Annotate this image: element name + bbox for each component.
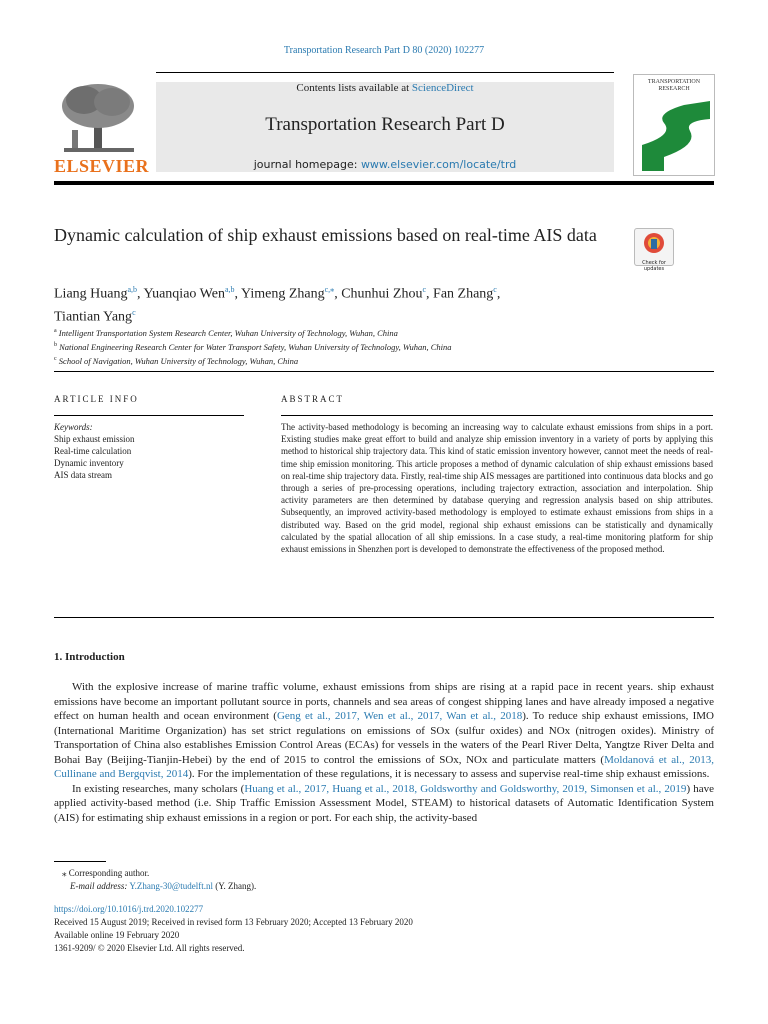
- affiliation-item: [54, 339, 714, 353]
- journal-title: Transportation Research Part D: [265, 114, 505, 135]
- keyword-item: Ship exhaust emission: [54, 434, 135, 444]
- citation-link[interactable]: Moldanová et al., 2013, Cullinane and Bergqvist, 2014: [54, 753, 714, 780]
- introduction-body: [54, 680, 714, 825]
- author-affil-marker[interactable]: c: [422, 285, 427, 294]
- elsevier-wordmark: ELSEVIER: [54, 156, 150, 176]
- abstract-rule: [281, 415, 713, 416]
- author-affil-marker[interactable]: a,b: [127, 285, 138, 294]
- affiliation-item: [54, 325, 714, 339]
- author-affil-marker[interactable]: a,b: [224, 285, 235, 294]
- cover-title-line2: RESEARCH: [658, 86, 690, 92]
- affiliation-text: Intelligent Transportation System Research Center, Wuhan University of Technology, Wuhan, China: [58, 327, 398, 338]
- check-for-updates-button[interactable]: [634, 228, 674, 272]
- copyright-line: 1361-9209/ © 2020 Elsevier Ltd. All rights reserved.: [54, 943, 245, 953]
- affiliations: [54, 325, 714, 366]
- citation-link[interactable]: Geng et al., 2017, Wen et al., 2017, Wan et al., 2018: [276, 710, 523, 722]
- email-label: E-mail address:: [70, 881, 128, 891]
- contents-prefix: Contents lists available at: [296, 82, 412, 94]
- journal-homepage-line: [156, 158, 614, 171]
- corresponding-author-note: [62, 867, 722, 879]
- homepage-prefix: journal homepage:: [253, 158, 361, 171]
- header-top-rule: [156, 72, 614, 73]
- keyword-item: Dynamic inventory: [54, 458, 124, 468]
- paragraph: [54, 782, 714, 826]
- author-affil-marker[interactable]: c,⁎: [324, 285, 335, 294]
- author-name[interactable]: Fan Zhang: [433, 286, 494, 302]
- doi-line: [54, 903, 714, 915]
- journal-cover-image[interactable]: [633, 74, 715, 176]
- author-name[interactable]: Liang Huang: [54, 286, 128, 302]
- section-divider: [54, 617, 714, 618]
- journal-reference-link[interactable]: Transportation Research Part D 80 (2020) 102277: [283, 45, 485, 56]
- keyword-item: Real-time calculation: [54, 446, 132, 456]
- footnote-marker: ⁎: [62, 868, 67, 878]
- citation-link[interactable]: Huang et al., 2017, Huang et al., 2018, Goldsworthy and Goldsworthy, 2019, Simonsen et al., 2019: [244, 782, 687, 795]
- paragraph: [54, 680, 714, 782]
- abstract-text: The activity-based methodology is becoming an increasing way to calculate exhaust emissions from ships in a port. Existing studies make great effort to build and analyze ship emission inventory in a variety of ports by applying this method to historical ship trajectory data. This kind of static emission inventory however, cannot meet the needs of real-time ship emission monitoring. This article proposes a method of dynamic calculation of ship exhaust emissions based on real-time ship trajectory data. Firstly, real-time ship AIS messages are partitioned into continuous data blocks and go through a series of pre-processing operations, including trajectory extraction, association and interpolation. Ship activity parameters are then determined by database querying and regression analysis based on ship attributes. Subsequently, an improved activity-based methodology is employed to estimate exhaust emissions from ships in a distributed way. Based on the grid model, regional ship exhaust emissions can be statistically and dynamically calculated by the spatial allocation of all ship emissions. In a case study, a real-time monitoring platform for ship exhaust emissions in Shenzhen port is developed to demonstrate the effectiveness of the proposed method.: [281, 422, 713, 555]
- affiliation-text: School of Navigation, Wuhan University of Technology, Wuhan, China: [58, 355, 299, 366]
- author-separator: ,: [334, 286, 342, 302]
- affiliation-item: [54, 353, 714, 367]
- email-link[interactable]: Y.Zhang-30@tudelft.nl: [129, 881, 213, 891]
- introduction-heading: 1. Introduction: [54, 651, 125, 663]
- keywords-block: [54, 421, 244, 481]
- author-name[interactable]: Chunhui Zhou: [341, 286, 423, 302]
- paragraph-text: In existing researches, many scholars (: [72, 782, 245, 795]
- footnote-text: Corresponding author.: [68, 868, 150, 878]
- contents-line: [156, 82, 614, 94]
- abstract-heading: ABSTRACT: [281, 394, 345, 404]
- article-info-rule: [54, 415, 244, 416]
- author-separator: ,: [234, 286, 242, 302]
- paragraph-text: ). For the implementation of these regulations, it is necessary to assess and supervise real-time ship exhaust emissions.: [188, 768, 710, 780]
- author-affil-marker[interactable]: c: [132, 307, 136, 317]
- affiliation-key: b: [54, 341, 57, 348]
- doi-link[interactable]: https://doi.org/10.1016/j.trd.2020.102277: [54, 904, 204, 914]
- keyword-item: AIS data stream: [54, 470, 112, 480]
- author-separator: ,: [137, 286, 144, 302]
- email-note: [70, 880, 730, 892]
- available-online: Available online 19 February 2020: [54, 930, 180, 940]
- affiliation-key: c: [54, 355, 57, 362]
- keywords-label: Keywords:: [54, 422, 93, 432]
- author-name[interactable]: Tiantian Yang: [54, 309, 133, 325]
- paragraph-text: ) have applied activity-based method (i.e. Ship Traffic Emission Assessment Model, STEAM) to historical datasets of Automatic Identification System (AIS) for estimating ship exhaust emissions in a region or port. For each ship, the activity-based: [54, 782, 714, 824]
- cover-title-line1: TRANSPORTATION: [647, 79, 701, 85]
- paragraph-text: ). To reduce ship exhaust emissions, IMO (International Maritime Organization) has set strict regulations on emissions of SOx (sulfur oxides) and NOx (nitrogen oxides). Ministry of Transportation of China also establishes Emission Control Areas (ECAs) for vessels in the waters of the Pearl River Delta, Yangtze River Delta and Bohai Bay (Beijing-Tianjin-Hebei) by the end of 2015 to control the emissions of SOx, NOx and particulate matters (: [54, 710, 714, 766]
- crossmark-icon: [635, 229, 673, 255]
- crossmark-label: Check for updates: [642, 260, 666, 272]
- author-separator: ,: [426, 286, 434, 302]
- cover-road-icon: [634, 75, 714, 175]
- author-affil-marker[interactable]: c: [493, 285, 497, 294]
- author-name[interactable]: Yuanqiao Wen: [143, 286, 225, 302]
- header-thick-rule: [54, 181, 714, 185]
- paragraph-text: With the explosive increase of marine traffic volume, exhaust emissions from ships are rising at a rapid pace in recent years. ship exhaust emissions have become an important pollutant source in ports, channels and sea areas of congest shipping lanes and have already imposed a negative effect on human health and ocean environment (: [54, 681, 714, 722]
- section-divider: [54, 371, 714, 372]
- received-dates: Received 15 August 2019; Received in revised form 13 February 2020; Accepted 13 February 2020: [54, 917, 413, 927]
- author-list: [54, 281, 654, 326]
- sciencedirect-link[interactable]: ScienceDirect: [411, 82, 474, 94]
- affiliation-text: National Engineering Research Center for Water Transport Safety, Wuhan University of Technology, Wuhan, China: [59, 341, 452, 352]
- footnote-rule: [54, 861, 106, 862]
- elsevier-tree-icon: [54, 80, 144, 156]
- email-suffix: (Y. Zhang).: [212, 881, 257, 891]
- article-info-heading: ARTICLE INFO: [54, 394, 139, 404]
- affiliation-key: a: [54, 328, 57, 334]
- homepage-link[interactable]: www.elsevier.com/locate/trd: [360, 158, 517, 171]
- paper-title: Dynamic calculation of ship exhaust emissions based on real-time AIS data: [54, 225, 597, 245]
- author-separator: ,: [496, 286, 501, 302]
- author-name[interactable]: Yimeng Zhang: [241, 286, 325, 302]
